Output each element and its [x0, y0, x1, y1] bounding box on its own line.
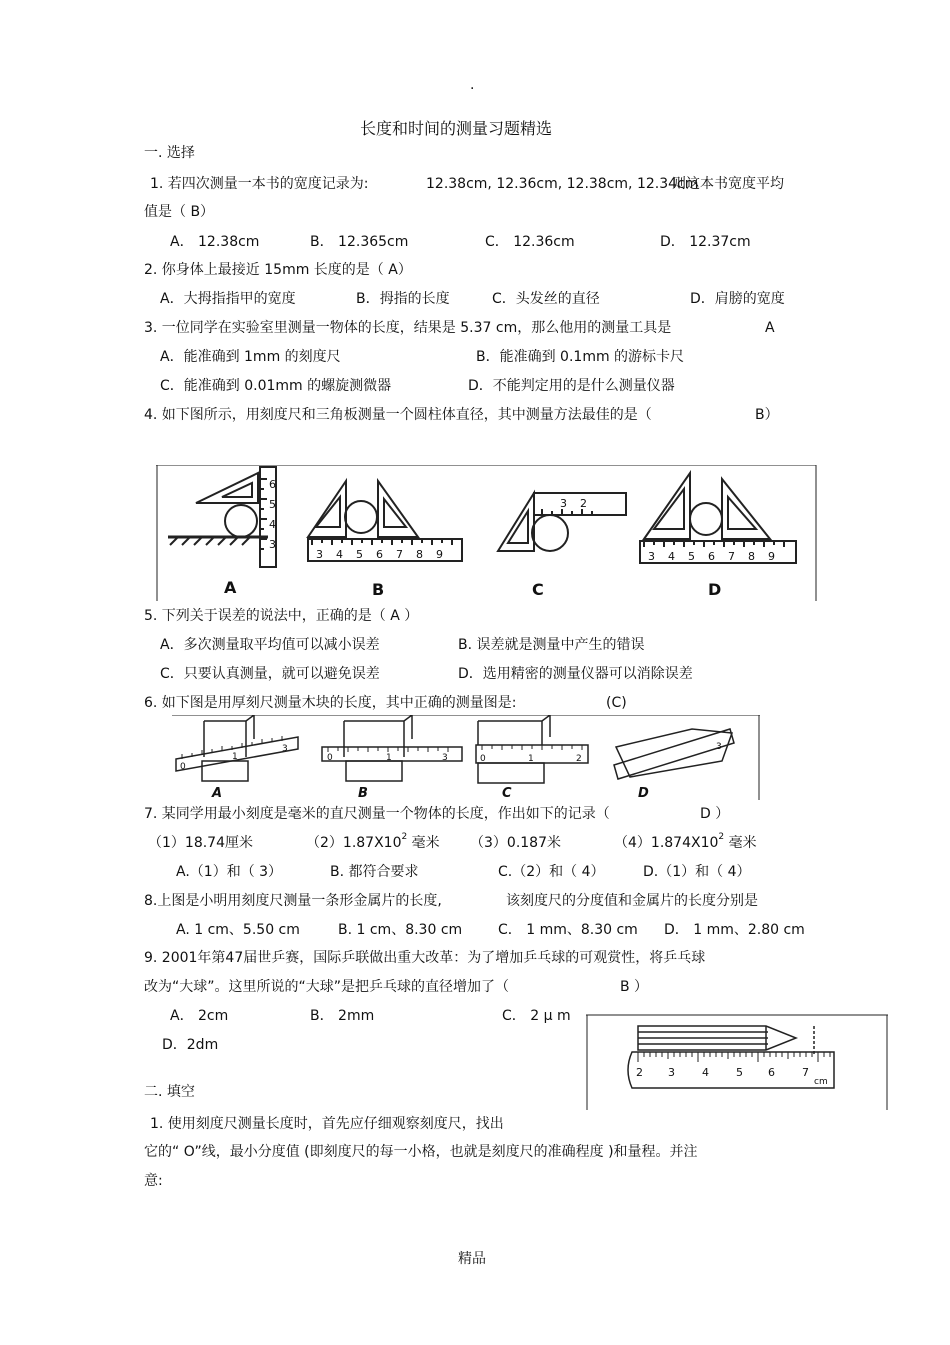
q5-option-a: A．多次测量取平均值可以减小误差 — [160, 637, 380, 653]
q1-option-c: C． 12.36cm — [485, 234, 575, 250]
q6-c-tick: 0 — [480, 754, 486, 764]
q5-option-b: B. 误差就是测量中产生的错误 — [458, 637, 645, 653]
q4-d-ruler-tick: 9 — [768, 550, 775, 563]
q6-label-d: D — [638, 786, 649, 800]
q3-option-a: A．能准确到 1mm 的刻度尺 — [160, 349, 341, 365]
q6-stem: 6. 如下图是用厚刻尺测量木块的长度，其中正确的测量图是: — [144, 695, 517, 711]
q6-figure — [172, 715, 762, 800]
page-title: 长度和时间的测量习题精选 — [360, 119, 553, 138]
q9-option-c: C． 2 μ m — [502, 1008, 571, 1024]
q4-figure — [156, 465, 818, 601]
q9-option-a: A． 2cm — [170, 1008, 229, 1024]
q4-stem: 4. 如下图所示，用刻度尺和三角板测量一个圆柱体直径，其中测量方法最佳的是（ — [144, 407, 652, 423]
q6-b-tick: 3 — [442, 753, 448, 763]
q8-option-b: B. 1 cm、8.30 cm — [338, 922, 463, 938]
q4-a-ruler-tick: 6 — [269, 478, 276, 491]
q6-b-tick: 1 — [386, 753, 392, 763]
q7-record-1: （1）18.74厘米 — [148, 835, 253, 851]
q9-option-d: D．2dm — [162, 1037, 219, 1053]
q1-option-d: D． 12.37cm — [660, 234, 751, 250]
q1-stem: 1. 若四次测量一本书的宽度记录为: — [150, 176, 369, 192]
q3-stem: 3. 一位同学在实验室里测量一物体的长度，结果是 5.37 cm，那么他用的测量工具是 — [144, 320, 672, 336]
header-dot: . — [470, 77, 475, 93]
fill1-line-1: 1. 使用刻度尺测量长度时，首先应仔细观察刻度尺，找出 — [150, 1116, 504, 1132]
q6-a-tick: 0 — [180, 762, 186, 772]
q4-d-ruler-tick: 7 — [728, 550, 735, 563]
q8-ruler-unit: cm — [814, 1077, 828, 1087]
q1-stem-cont: 值是（ B） — [144, 204, 215, 220]
q3-option-d: D．不能判定用的是什么测量仪器 — [468, 378, 675, 394]
q6-d-tick: 3 — [716, 742, 722, 752]
q4-a-ruler-tick: 5 — [269, 498, 276, 511]
q8-stem-end: 该刻度尺的分度值和金属片的长度分别是 — [506, 893, 758, 909]
q6-a-tick: 3 — [282, 744, 288, 754]
q8-stem: 8.上图是小明用刻度尺测量一条形金属片的长度, — [144, 893, 442, 909]
fill1-line-3: 意: — [144, 1173, 163, 1189]
q4-label-d: D — [708, 580, 722, 599]
section-choice-heading: 一. 选择 — [144, 145, 195, 161]
q4-a-ruler-tick: 3 — [269, 538, 276, 551]
q6-c-tick: 2 — [576, 754, 582, 764]
q8-ruler-tick: 3 — [668, 1066, 675, 1079]
page-footer: 精品 — [458, 1251, 486, 1267]
q7-record-4: $(4)1.874X10^2$ 毫米 — [614, 832, 757, 851]
q6-label-b: B — [358, 786, 368, 800]
q9-stem-cont: 改为“大球”。这里所说的“大球”是把乒乓球的直径增加了（ — [144, 979, 510, 995]
q8-ruler-figure — [586, 1014, 890, 1110]
q4-label-a: A — [224, 578, 237, 597]
q2-option-d: D．肩膀的宽度 — [690, 291, 785, 307]
q8-option-a: A. 1 cm、5.50 cm — [176, 922, 300, 938]
q9-answer: B ） — [620, 979, 649, 995]
q7-record-2: $(2)1.87X10^2$ 毫米 — [306, 832, 440, 851]
q4-d-ruler-tick: 3 — [648, 550, 655, 563]
q4-d-ruler-tick: 5 — [688, 550, 695, 563]
q4-b-ruler-tick: 4 — [336, 548, 343, 561]
q1-stem-end: 则这本书宽度平均 — [672, 176, 784, 192]
q4-c-ruler-tick: 2 — [580, 497, 587, 510]
q2-option-b: B．拇指的长度 — [356, 291, 450, 307]
q8-option-d: D． 1 mm、2.80 cm — [664, 922, 805, 938]
q4-label-b: B — [372, 580, 385, 599]
q4-b-ruler-tick: 3 — [316, 548, 323, 561]
q3-answer: A — [765, 320, 775, 336]
q8-ruler-tick: 6 — [768, 1066, 775, 1079]
q4-b-ruler-tick: 7 — [396, 548, 403, 561]
q4-b-ruler-tick: 8 — [416, 548, 423, 561]
fill1-line-2: 它的“ O”线，最小分度值 (即刻度尺的每一小格，也就是刻度尺的准确程度 )和量程。并注 — [144, 1144, 698, 1160]
q8-option-c: C． 1 mm、8.30 cm — [498, 922, 638, 938]
q4-d-ruler-tick: 8 — [748, 550, 755, 563]
q3-option-b: B．能准确到 0.1mm 的游标卡尺 — [476, 349, 685, 365]
q7-option-b: B. 都符合要求 — [330, 864, 419, 880]
q7-record-3: （3）0.187米 — [470, 835, 561, 851]
section-fill-heading: 二. 填空 — [144, 1084, 195, 1100]
q7-answer: D ） — [700, 806, 730, 822]
q3-option-c: C．能准确到 0.01mm 的螺旋测微器 — [160, 378, 392, 394]
q5-stem: 5. 下列关于误差的说法中，正确的是（ A ） — [144, 608, 419, 624]
q6-a-tick: 1 — [232, 752, 238, 762]
q4-label-c: C — [532, 580, 544, 599]
q6-label-a: A — [212, 786, 223, 800]
q2-stem: 2. 你身体上最接近 15mm 长度的是（ A） — [144, 262, 412, 278]
q2-option-c: C．头发丝的直径 — [492, 291, 600, 307]
q7-option-c: C.（2）和（ 4） — [498, 864, 605, 880]
q8-ruler-tick: 7 — [802, 1066, 809, 1079]
q6-b-tick: 0 — [327, 753, 333, 763]
q4-d-ruler-tick: 4 — [668, 550, 675, 563]
q8-ruler-tick: 4 — [702, 1066, 709, 1079]
q4-b-ruler-tick: 5 — [356, 548, 363, 561]
q9-option-b: B． 2mm — [310, 1008, 375, 1024]
q4-a-ruler-tick: 4 — [269, 518, 276, 531]
q6-label-c: C — [502, 786, 512, 800]
q6-answer: (C) — [606, 695, 627, 711]
q9-stem: 9. 2001年第47届世乒赛，国际乒联做出重大改革：为了增加乒乓球的可观赏性，将乒乓球 — [144, 950, 706, 966]
q8-ruler-tick: 2 — [636, 1066, 643, 1079]
q5-option-d: D．选用精密的测量仪器可以消除误差 — [458, 666, 693, 682]
q4-d-ruler-tick: 6 — [708, 550, 715, 563]
q6-c-tick: 1 — [528, 754, 534, 764]
q4-answer: B） — [755, 407, 779, 423]
q5-option-c: C．只要认真测量，就可以避免误差 — [160, 666, 380, 682]
q7-stem: 7. 某同学用最小刻度是毫米的直尺测量一个物体的长度，作出如下的记录（ — [144, 806, 610, 822]
q1-stem-values: 12.38cm, 12.36cm, 12.38cm, 12.34cm — [426, 176, 699, 192]
q1-option-b: B． 12.365cm — [310, 234, 409, 250]
q1-option-a: A． 12.38cm — [170, 234, 260, 250]
q8-ruler-tick: 5 — [736, 1066, 743, 1079]
q2-option-a: A．大拇指指甲的宽度 — [160, 291, 296, 307]
q4-b-ruler-tick: 9 — [436, 548, 443, 561]
q7-option-d: D.（1）和（ 4） — [643, 864, 751, 880]
q4-b-ruler-tick: 6 — [376, 548, 383, 561]
q4-c-ruler-tick: 3 — [560, 497, 567, 510]
q7-option-a: A.（1）和（ 3） — [176, 864, 283, 880]
